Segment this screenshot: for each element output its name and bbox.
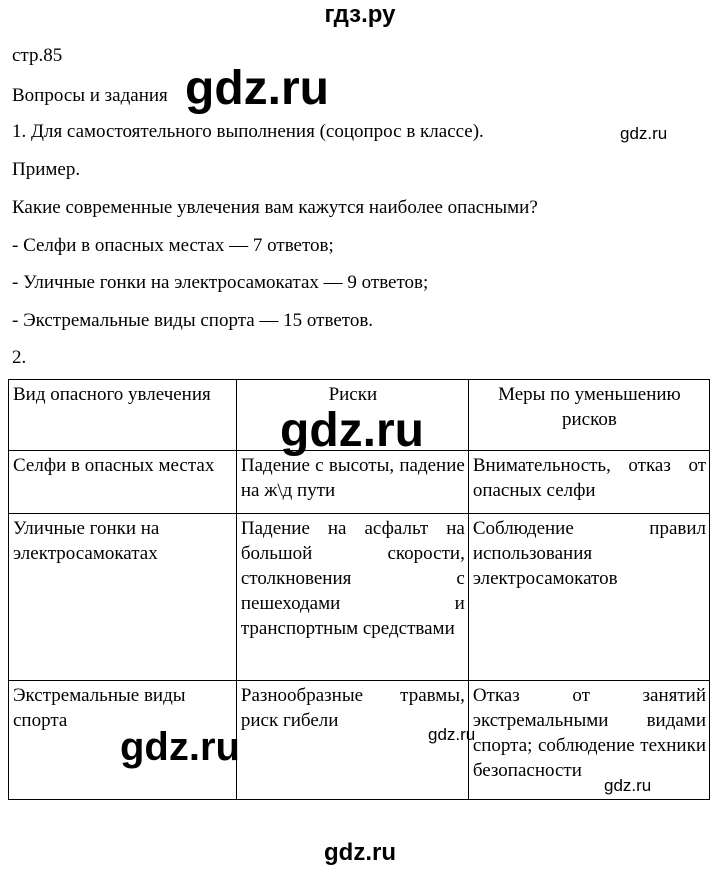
table-cell: Соблюдение правил использования электросамокатов: [468, 514, 709, 681]
table-cell: Экстремальные виды спорта: [9, 681, 237, 800]
task2-number: 2.: [12, 347, 27, 368]
site-footer: gdz.ru: [324, 839, 396, 866]
watermark-logo: gdz.ru: [185, 62, 329, 115]
table-cell: Внимательность, отказ от опасных селфи: [468, 451, 709, 514]
table-cell: Уличные гонки на электросамокатах: [9, 514, 237, 681]
table-row: [9, 514, 710, 681]
watermark-logo: gdz.ru: [280, 404, 424, 457]
table-cell: Отказ от занятий экстремальными видами спорта; соблюдение техники безопасности: [468, 681, 709, 800]
survey-answer: - Уличные гонки на электросамокатах — 9 ответов;: [12, 272, 429, 293]
section-title: Вопросы и задания: [12, 85, 168, 106]
survey-answer: - Селфи в опасных местах — 7 ответов;: [12, 235, 334, 256]
watermark-text: gdz.ru: [604, 776, 652, 795]
example-label: Пример.: [12, 159, 81, 180]
watermark-text: gdz.ru: [620, 124, 668, 143]
table-cell: Селфи в опасных местах: [9, 451, 237, 514]
table-cell: Падение с высоты, падение на ж\д пути: [236, 451, 468, 514]
site-header: гдз.ру: [324, 1, 396, 28]
table-row: [9, 451, 710, 514]
task1-text: 1. Для самостоятельного выполнения (соцопрос в классе).: [12, 121, 484, 142]
survey-question: Какие современные увлечения вам кажутся наиболее опасными?: [12, 197, 538, 218]
table-cell: Падение на асфальт на большой скорости, столкновения с пешеходами и транспортным средствами: [236, 514, 468, 681]
header-cell: Меры по уменьшению рисков: [468, 380, 709, 451]
watermark-logo: gdz.ru: [120, 725, 240, 769]
watermark-text: gdz.ru: [428, 725, 476, 744]
survey-answer: - Экстремальные виды спорта — 15 ответов.: [12, 310, 374, 331]
page-reference: стр.85: [12, 45, 63, 66]
table-cell: Разнообразные травмы, риск гибели: [236, 681, 468, 800]
header-cell: Вид опасного увлечения: [9, 380, 237, 451]
header-cell: Риски: [236, 380, 468, 451]
